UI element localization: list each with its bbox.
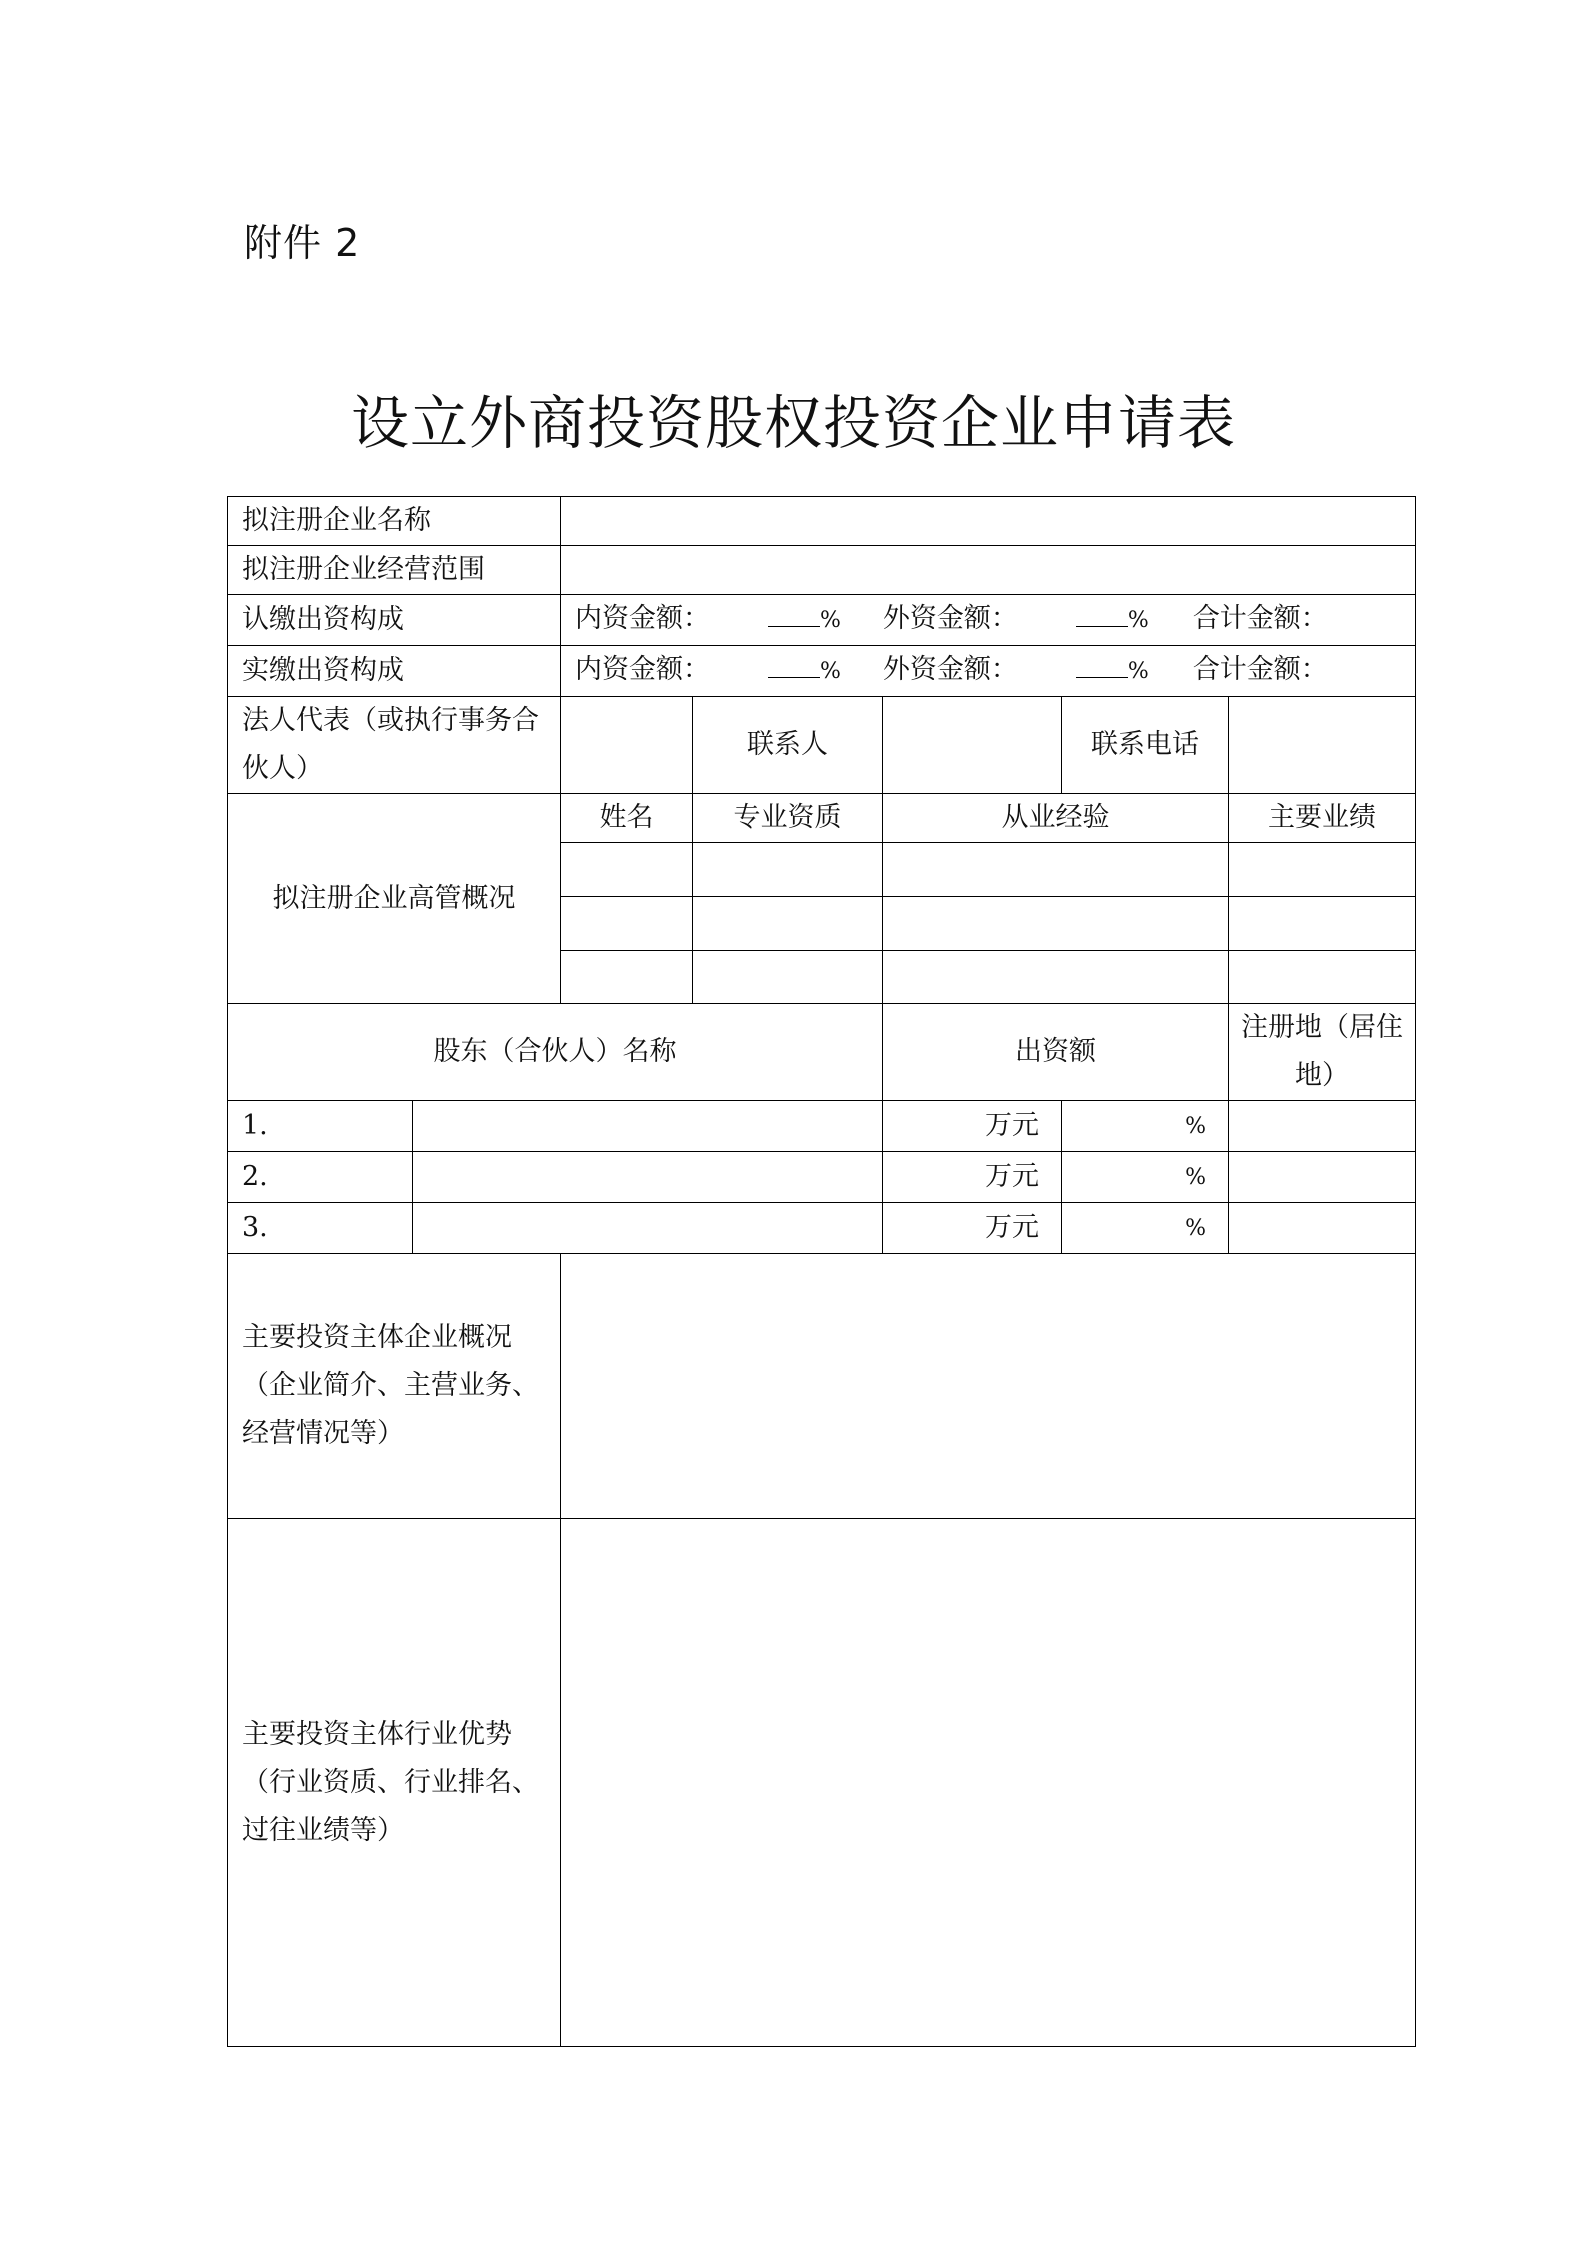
exec-achievements-cell[interactable] <box>1229 897 1416 951</box>
contact-person-field[interactable] <box>883 697 1062 794</box>
total-amount-label: 合计金额： <box>1192 603 1328 634</box>
company-name-label: 拟注册企业名称 <box>228 497 561 546</box>
percent-sign: % <box>1127 608 1149 633</box>
legal-rep-field[interactable] <box>561 697 693 794</box>
exec-experience-cell[interactable] <box>883 897 1229 951</box>
exec-name-cell[interactable] <box>561 843 693 897</box>
row-exec-header <box>228 794 1416 843</box>
percent-cell[interactable] <box>1062 1152 1229 1203</box>
foreign-amount-label: 外资金额： <box>882 603 1018 634</box>
business-scope-field[interactable] <box>561 546 1416 595</box>
domestic-amount-label: 内资金额： <box>575 654 710 685</box>
exec-achievements-cell[interactable] <box>1229 843 1416 897</box>
shareholder-name-cell[interactable] <box>413 1203 883 1254</box>
row-shareholder-header <box>228 1004 1416 1101</box>
registered-place-cell[interactable] <box>1229 1101 1416 1152</box>
contact-phone-label: 联系电话 <box>1062 697 1229 794</box>
capital-amount-header: 出资额 <box>883 1004 1229 1101</box>
row-business-scope <box>228 546 1416 595</box>
shareholder-name-cell[interactable] <box>413 1152 883 1203</box>
exec-name-cell[interactable] <box>561 951 693 1004</box>
executives-label: 拟注册企业高管概况 <box>228 794 561 1004</box>
percent-sign: % <box>820 608 841 633</box>
paid-capital-label: 实缴出资构成 <box>228 646 561 697</box>
row-legal-rep <box>228 697 1416 794</box>
wan-yuan-unit[interactable]: 万元 <box>883 1101 1062 1152</box>
exec-header-achievements: 主要业绩 <box>1229 794 1416 843</box>
business-scope-label: 拟注册企业经营范围 <box>228 546 561 595</box>
row-subscribed-capital <box>228 595 1416 646</box>
row-paid-capital <box>228 646 1416 697</box>
subscribed-capital-field[interactable] <box>561 595 1416 646</box>
percent-sign: % <box>1185 1114 1206 1139</box>
shareholder-row <box>228 1152 1416 1203</box>
percent-sign: % <box>1127 659 1149 684</box>
exec-header-experience: 从业经验 <box>883 794 1229 843</box>
domestic-amount-label: 内资金额： <box>575 603 710 634</box>
wan-yuan-unit[interactable]: 万元 <box>883 1152 1062 1203</box>
exec-name-cell[interactable] <box>561 897 693 951</box>
total-amount-label: 合计金额： <box>1192 654 1328 685</box>
shareholder-index: 2. <box>228 1152 413 1203</box>
legal-rep-label: 法人代表（或执行事务合伙人） <box>228 697 561 794</box>
exec-header-qualification: 专业资质 <box>693 794 883 843</box>
paid-capital-field[interactable] <box>561 646 1416 697</box>
exec-experience-cell[interactable] <box>883 843 1229 897</box>
application-form-table <box>227 496 1416 2047</box>
registered-place-cell[interactable] <box>1229 1152 1416 1203</box>
contact-phone-field[interactable] <box>1229 697 1416 794</box>
percent-cell[interactable] <box>1062 1101 1229 1152</box>
domestic-percent-blank[interactable] <box>768 602 820 627</box>
form-title: 设立外商投资股权投资企业申请表 <box>350 389 1236 457</box>
percent-sign: % <box>1185 1165 1206 1190</box>
row-company-name <box>228 497 1416 546</box>
exec-qualification-cell[interactable] <box>693 843 883 897</box>
exec-header-name: 姓名 <box>561 794 693 843</box>
shareholder-row <box>228 1101 1416 1152</box>
foreign-percent-blank[interactable] <box>1076 602 1128 627</box>
shareholder-name-cell[interactable] <box>413 1101 883 1152</box>
exec-qualification-cell[interactable] <box>693 951 883 1004</box>
registered-place-cell[interactable] <box>1229 1203 1416 1254</box>
shareholder-row <box>228 1203 1416 1254</box>
contact-person-label: 联系人 <box>693 697 883 794</box>
wan-yuan-unit[interactable]: 万元 <box>883 1203 1062 1254</box>
percent-sign: % <box>1185 1216 1206 1241</box>
foreign-amount-label: 外资金额： <box>882 654 1018 685</box>
investor-overview-field[interactable] <box>561 1254 1416 1519</box>
shareholder-index: 1. <box>228 1101 413 1152</box>
attachment-label: 附件 2 <box>244 221 361 265</box>
percent-cell[interactable] <box>1062 1203 1229 1254</box>
exec-achievements-cell[interactable] <box>1229 951 1416 1004</box>
investor-overview-label: 主要投资主体企业概况（企业简介、主营业务、经营情况等） <box>228 1254 561 1519</box>
exec-experience-cell[interactable] <box>883 951 1229 1004</box>
row-investor-advantage <box>228 1519 1416 2047</box>
shareholder-index: 3. <box>228 1203 413 1254</box>
subscribed-capital-label: 认缴出资构成 <box>228 595 561 646</box>
foreign-percent-blank[interactable] <box>1076 653 1128 678</box>
percent-sign: % <box>820 659 841 684</box>
domestic-percent-blank[interactable] <box>768 653 820 678</box>
investor-advantage-field[interactable] <box>561 1519 1416 2047</box>
exec-qualification-cell[interactable] <box>693 897 883 951</box>
investor-advantage-label: 主要投资主体行业优势（行业资质、行业排名、过往业绩等） <box>228 1519 561 2047</box>
company-name-field[interactable] <box>561 497 1416 546</box>
registered-place-header: 注册地（居住地） <box>1229 1004 1416 1101</box>
shareholder-name-header: 股东（合伙人）名称 <box>228 1004 883 1101</box>
row-investor-overview <box>228 1254 1416 1519</box>
